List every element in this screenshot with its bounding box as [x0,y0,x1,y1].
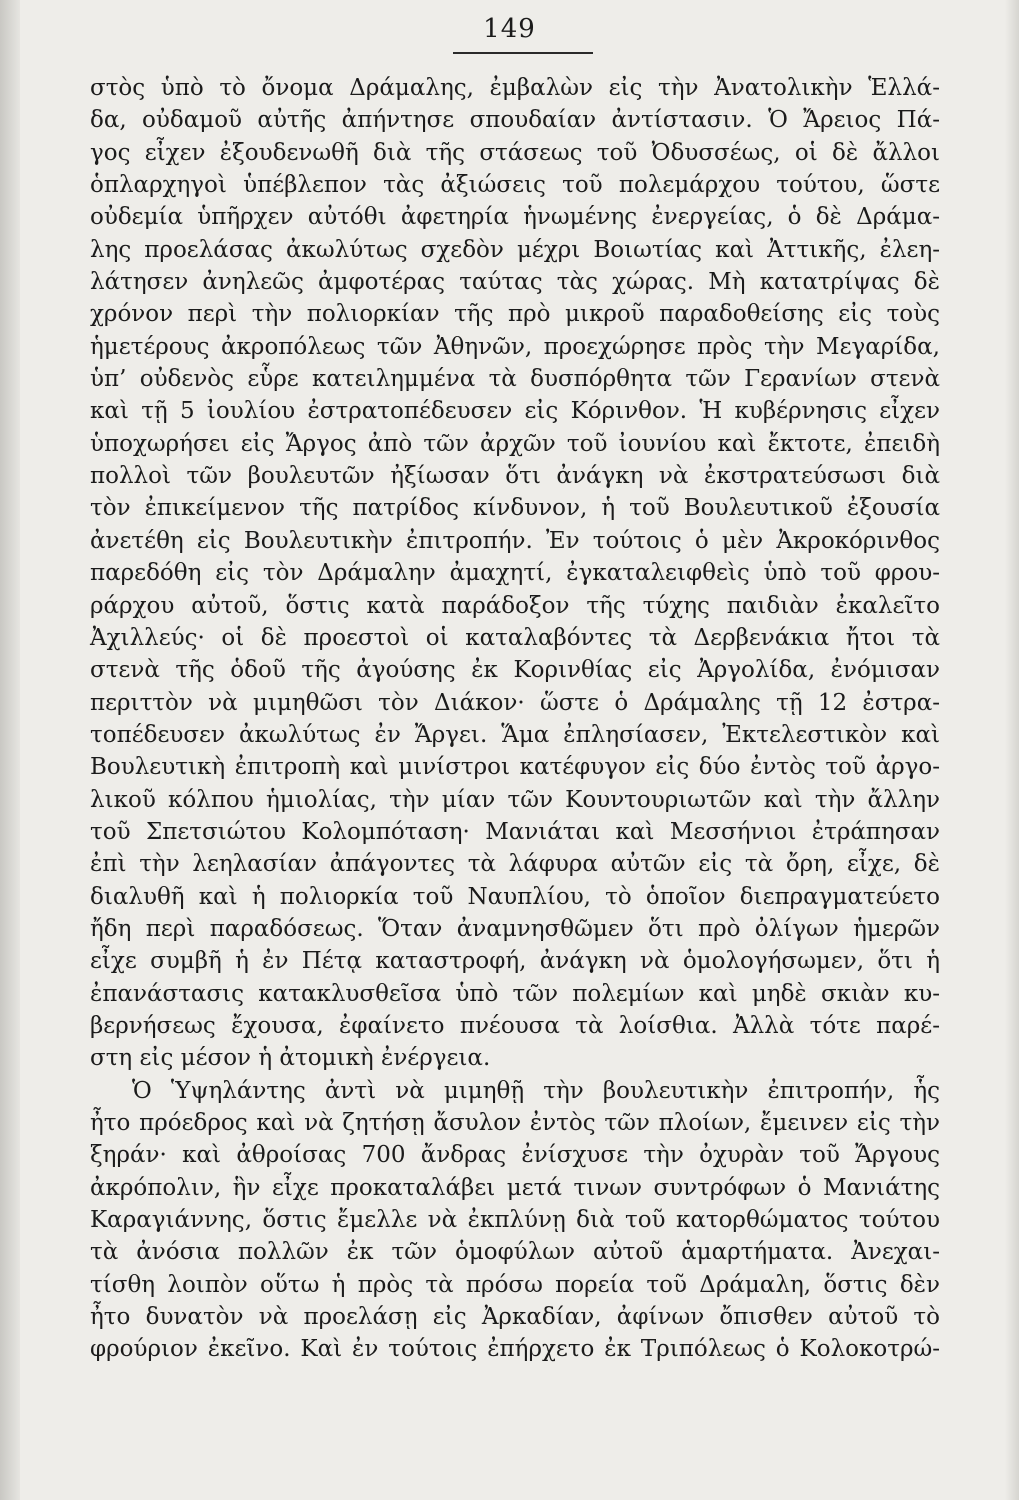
text-line: λης προελάσας ἀκωλύτως σχεδὸν μέχρι Βοιωτίας καὶ Ἀττικῆς, ἐλεη- [90,236,940,263]
text-line: βερνήσεως ἔχουσα, ἐφαίνετο πνέουσα τὰ λοίσθια. Ἀλλὰ τότε παρέ- [90,1012,940,1039]
text-line: Βουλευτικὴ ἐπιτροπὴ καὶ μινίστροι κατέφυγον εἰς δύο ἐντὸς τοῦ ἀργο- [90,754,940,781]
text-line: ὁπλαρχηγοὶ ὑπέβλεπον τὰς ἀξιώσεις τοῦ πολεμάρχου τούτου, ὥστε [90,172,940,199]
text-line: εἶχε συμβῆ ἡ ἐν Πέτᾳ καταστροφή, ἀνάγκη νὰ ὁμολογήσωμεν, ὅτι ἡ [90,948,940,975]
text-line: ἡμετέρους ἀκροπόλεως τῶν Ἀθηνῶν, προεχώρησε πρὸς τὴν Μεγαρίδα, [90,333,940,360]
text-line: λικοῦ κόλπου ἡμιολίας, τὴν μίαν τῶν Κουντουριωτῶν καὶ τὴν ἄλλην [90,786,940,813]
text-line: τοπέδευσεν ἀκωλύτως ἐν Ἄργει. Ἅμα ἐπλησίασεν, Ἐκτελεστικὸν καὶ [90,721,940,748]
body-text [90,72,940,1366]
text-line: φρούριον ἐκεῖνο. Καὶ ἐν τούτοις ἐπήρχετο ἐκ Τριπόλεως ὁ Κολοκοτρώ- [90,1336,940,1363]
text-line: δα, οὐδαμοῦ αὐτῆς ἀπήντησε σπουδαίαν ἀντίστασιν. Ὁ Ἄρειος Πά- [90,107,940,134]
text-line: γος εἶχεν ἐξουδενωθῆ διὰ τῆς στάσεως τοῦ Ὀδυσσέως, οἱ δὲ ἄλλοι [90,139,940,166]
text-line: τὰ ἀνόσια πολλῶν ἐκ τῶν ὁμοφύλων αὐτοῦ ἁμαρτήματα. Ἀνεχαι- [90,1239,940,1266]
text-line: στενὰ τῆς ὁδοῦ τῆς ἀγούσης ἐκ Κορινθίας εἰς Ἀργολίδα, ἐνόμισαν [90,657,940,684]
text-line: χρόνον περὶ τὴν πολιορκίαν τῆς πρὸ μικροῦ παραδοθείσης εἰς τοὺς [90,301,940,328]
page-number: 149 [483,14,536,44]
text-line: περιττὸν νὰ μιμηθῶσι τὸν Διάκον· ὥστε ὁ Δράμαλης τῇ 12 ἐστρα- [90,689,940,716]
text-line: Ἀχιλλεύς· οἱ δὲ προεστοὶ οἱ καταλαβόντες τὰ Δερβενάκια ἤτοι τὰ [90,624,940,651]
page-edge [1005,0,1019,1500]
text-line: ράρχου αὐτοῦ, ὅστις κατὰ παράδοξον τῆς τύχης παιδιὰν ἐκαλεῖτο [90,592,940,619]
text-line: τοῦ Σπετσιώτου Κολομπόταση· Μανιάται καὶ Μεσσήνιοι ἐτράπησαν [90,818,940,845]
text-line: ὑπ’ οὐδενὸς εὗρε κατειλημμένα τὰ δυσπόρθητα τῶν Γερανίων στενὰ [90,366,940,393]
text-line: οὐδεμία ὑπῆρχεν αὐτόθι ἀφετηρία ἡνωμένης ἐνεργείας, ὁ δὲ Δράμα- [90,204,940,231]
text-line: ἐπὶ τὴν λεηλασίαν ἀπάγοντες τὰ λάφυρα αὐτῶν εἰς τὰ ὄρη, εἶχε, δὲ [90,851,940,878]
text-line: λάτησεν ἀνηλεῶς ἀμφοτέρας ταύτας τὰς χώρας. Μὴ κατατρίψας δὲ [90,269,940,296]
text-line: Ὁ Ὑψηλάντης ἀντὶ νὰ μιμηθῇ τὴν βουλευτικὴν ἐπιτροπήν, ἧς [132,1077,940,1104]
text-line: ἦτο δυνατὸν νὰ προελάσῃ εἰς Ἀρκαδίαν, ἀφίνων ὄπισθεν αὐτοῦ τὸ [90,1304,940,1331]
text-line: καὶ τῇ 5 ἰουλίου ἐστρατοπέδευσεν εἰς Κόρινθον. Ἡ κυβέρνησις εἶχεν [90,398,940,425]
text-line: στη εἰς μέσον ἡ ἀτομικὴ ἐνέργεια. [90,1045,491,1072]
text-line: ἀκρόπολιν, ἣν εἶχε προκαταλάβει μετά τινων συντρόφων ὁ Μανιάτης [90,1174,940,1201]
page-number-rule [453,52,593,54]
text-line: παρεδόθη εἰς τὸν Δράμαλην ἀμαχητί, ἐγκαταλειφθεὶς ὑπὸ τοῦ φρου- [90,560,940,587]
text-line: ὑποχωρήσει εἰς Ἄργος ἀπὸ τῶν ἀρχῶν τοῦ ἰουνίου καὶ ἔκτοτε, ἐπειδὴ [90,430,940,457]
text-line: τὸν ἐπικείμενον τῆς πατρίδος κίνδυνον, ἡ τοῦ Βουλευτικοῦ ἐξουσία [90,495,940,522]
text-line: διαλυθῆ καὶ ἡ πολιορκία τοῦ Ναυπλίου, τὸ ὁποῖον διεπραγματεύετο [90,883,940,910]
text-line: ξηράν· καὶ ἀθροίσας 700 ἄνδρας ἐνίσχυσε τὴν ὀχυρὰν τοῦ Ἄργους [90,1142,940,1169]
text-line: Καραγιάννης, ὅστις ἔμελλε νὰ ἐκπλύνῃ διὰ τοῦ κατορθώματος τούτου [90,1207,940,1234]
text-line: ἐπανάστασις κατακλυσθεῖσα ὑπὸ τῶν πολεμίων καὶ μηδὲ σκιὰν κυ- [90,980,940,1007]
text-line: πολλοὶ τῶν βουλευτῶν ἠξίωσαν ὅτι ἀνάγκη νὰ ἐκστρατεύσωσι διὰ [90,463,940,490]
text-line: στὸς ὑπὸ τὸ ὄνομα Δράμαλης, ἐμβαλὼν εἰς τὴν Ἀνατολικὴν Ἑλλά- [90,75,940,101]
binding-shadow [0,0,20,1500]
text-line: ἀνετέθη εἰς Βουλευτικὴν ἐπιτροπήν. Ἐν τούτοις ὁ μὲν Ἀκροκόρινθος [90,527,940,554]
text-line: ἦτο πρόεδρος καὶ νὰ ζητήσῃ ἄσυλον ἐντὸς τῶν πλοίων, ἔμεινεν εἰς τὴν [90,1110,940,1136]
text-line: ἤδη περὶ παραδόσεως. Ὅταν ἀναμνησθῶμεν ὅτι πρὸ ὀλίγων ἡμερῶν [90,915,940,942]
text-line: τίσθη λοιπὸν οὕτω ἡ πρὸς τὰ πρόσω πορεία τοῦ Δράμαλη, ὅστις δὲν [90,1271,940,1298]
